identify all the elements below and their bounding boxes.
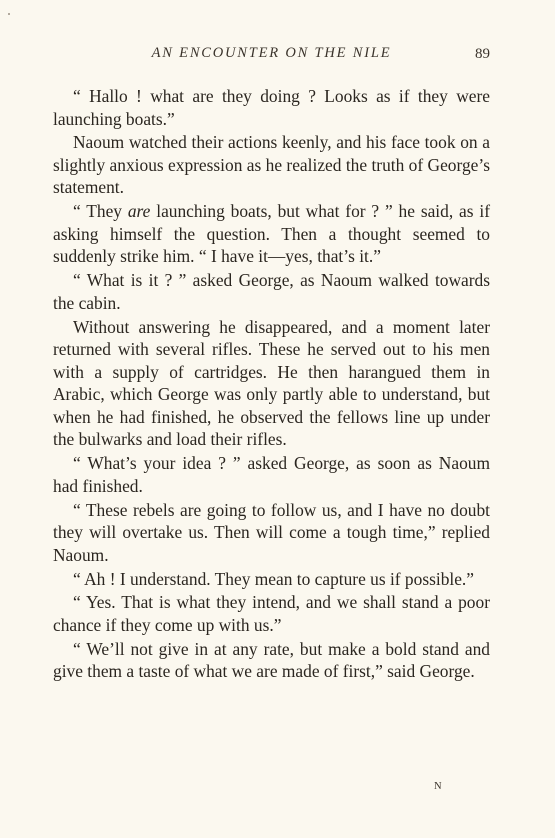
paragraph-text: Naoum watched their actions keenly, and his face took on a slightly anxious expression as he realized the truth of George’s statement. xyxy=(53,132,490,198)
page-number: 89 xyxy=(475,46,490,62)
paragraph xyxy=(53,200,490,268)
paragraph xyxy=(53,591,490,636)
paragraph xyxy=(53,638,490,683)
paragraph-text: “ We’ll not give in at any rate, but make a bold stand and give them a taste of what we are made of first,” said George. xyxy=(53,638,490,682)
paragraph xyxy=(53,316,490,451)
paragraph-text: “ Yes. That is what they intend, and we shall stand a poor chance if they come up with us.” xyxy=(53,592,490,635)
paragraph-text: Without answering he disappeared, and a moment later returned with several rifles. These he served out to his men with a supply of cartridges. He then harangued them in Arabic, which George was only partly able to understand, but when he had finished, he observed the fellows line up under the bulwarks and load their rifles. xyxy=(53,316,490,450)
page-header xyxy=(53,45,490,67)
paragraph-text: “ Hallo ! what are they doing ? Looks as if they were launching boats.” xyxy=(53,86,490,129)
emphasis-text: are xyxy=(127,201,151,222)
paragraph-text-continued: launching boats, but what for ? ” he said, as if asking himself the question. Then a thought seemed to suddenly strike him. “ I have it—yes, that’s it.” xyxy=(53,201,490,267)
paragraph xyxy=(53,452,490,497)
paragraph xyxy=(53,568,490,591)
paragraph-text: “ Ah ! I understand. They mean to capture us if possible.” xyxy=(73,568,475,589)
paragraph xyxy=(53,499,490,567)
paragraph-text: “ What is it ? ” asked George, as Naoum walked towards the cabin. xyxy=(53,270,490,313)
paragraph-text: “ What’s your idea ? ” asked George, as soon as Naoum had finished. xyxy=(53,453,490,496)
paragraph-text: “ They xyxy=(73,201,128,222)
paper-speck xyxy=(8,13,10,15)
paragraph-text: “ These rebels are going to follow us, and I have no doubt they will overtake us. Then will come a tough time,” replied Naoum. xyxy=(53,499,490,565)
paragraph xyxy=(53,131,490,199)
paragraph xyxy=(53,269,490,314)
running-head: AN ENCOUNTER ON THE NILE xyxy=(151,45,392,61)
paragraph xyxy=(53,85,490,130)
page-body xyxy=(53,85,490,683)
signature-mark: N xyxy=(434,781,443,792)
